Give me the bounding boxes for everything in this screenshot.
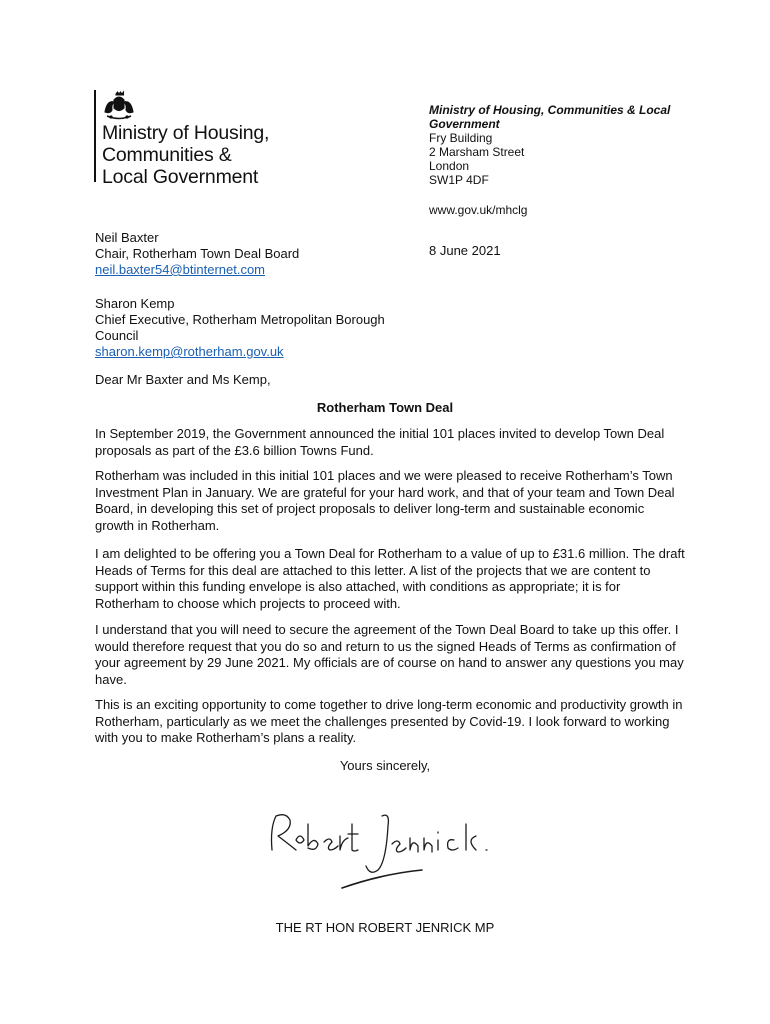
logo-line-1: Ministry of Housing, — [102, 122, 270, 144]
sender-street: 2 Marsham Street — [429, 145, 525, 159]
body-paragraph-3: I am delighted to be offering you a Town Deal for Rotherham to a value of up to £31.6 million. The draft Heads of Terms for this deal are attached to this letter. A list of the projects that we are content to support within this funding envelope is also attached, with conditions as appropriate; it is for Rotherham to choose which projects to proceed with. — [95, 546, 685, 611]
sender-website: www.gov.uk/mhclg — [429, 203, 528, 217]
letter-subject: Rotherham Town Deal — [316, 400, 454, 415]
handwritten-signature — [252, 780, 522, 908]
sender-building: Fry Building — [429, 131, 493, 145]
logo-line-2: Communities & — [102, 144, 232, 166]
recipient-2-email-link[interactable]: sharon.kemp@rotherham.gov.uk — [95, 344, 284, 359]
recipient-1 — [95, 230, 299, 278]
body-paragraph-5: This is an exciting opportunity to come together to drive long-term economic and productivity growth in Rotherham, particularly as we meet the challenges presented by Covid-19. I look forward to working with you to make Rotherham’s plans a reality. — [95, 697, 683, 745]
recipient-2 — [95, 296, 425, 360]
recipient-2-role-line-1: Chief Executive, Rotherham Metropolitan Borough — [95, 312, 385, 327]
mhclg-logo — [94, 90, 334, 186]
sender-organisation-line-2: Government — [429, 117, 500, 131]
letter-date: 8 June 2021 — [429, 243, 501, 258]
logo-wordmark — [102, 122, 269, 188]
body-paragraph-1: In September 2019, the Government announced the initial 101 places invited to develop Town Deal proposals as part of the £3.6 billion Towns Fund. — [95, 426, 665, 458]
salutation: Dear Mr Baxter and Ms Kemp, — [95, 372, 271, 387]
letter-closing: Yours sincerely, — [339, 758, 431, 773]
body-paragraph-2: Rotherham was included in this initial 101 places and we were pleased to receive Rotherham’s Town Investment Plan in January. We are grateful for your hard work, and that of your team and Town Deal Board, in developing this set of project proposals to deliver long-term and sustainable economic growth in Rotherham. — [95, 468, 675, 533]
recipient-2-role-line-2: Council — [95, 328, 139, 343]
logo-divider-bar — [94, 90, 96, 182]
signatory-name: THE RT HON ROBERT JENRICK MP — [275, 920, 495, 935]
logo-line-3: Local Government — [102, 166, 259, 188]
recipient-1-role: Chair, Rotherham Town Deal Board — [95, 246, 300, 261]
body-paragraph-4: I understand that you will need to secure the agreement of the Town Deal Board to take up this offer. I would therefore request that you do so and return to us the signed Heads of Terms as confirmation of your agreement by 29 June 2021. My officials are of course on hand to answer any questions you may have. — [95, 622, 684, 687]
sender-organisation-line-1: Ministry of Housing, Communities & Local — [429, 103, 671, 117]
recipient-1-email-link[interactable]: neil.baxter54@btinternet.com — [95, 262, 266, 277]
sender-postcode: SW1P 4DF — [429, 173, 489, 187]
sender-address — [429, 103, 729, 187]
sender-city: London — [429, 159, 470, 173]
recipient-1-name: Neil Baxter — [95, 230, 159, 245]
royal-crest-icon — [102, 90, 136, 120]
recipient-2-name: Sharon Kemp — [95, 296, 175, 311]
